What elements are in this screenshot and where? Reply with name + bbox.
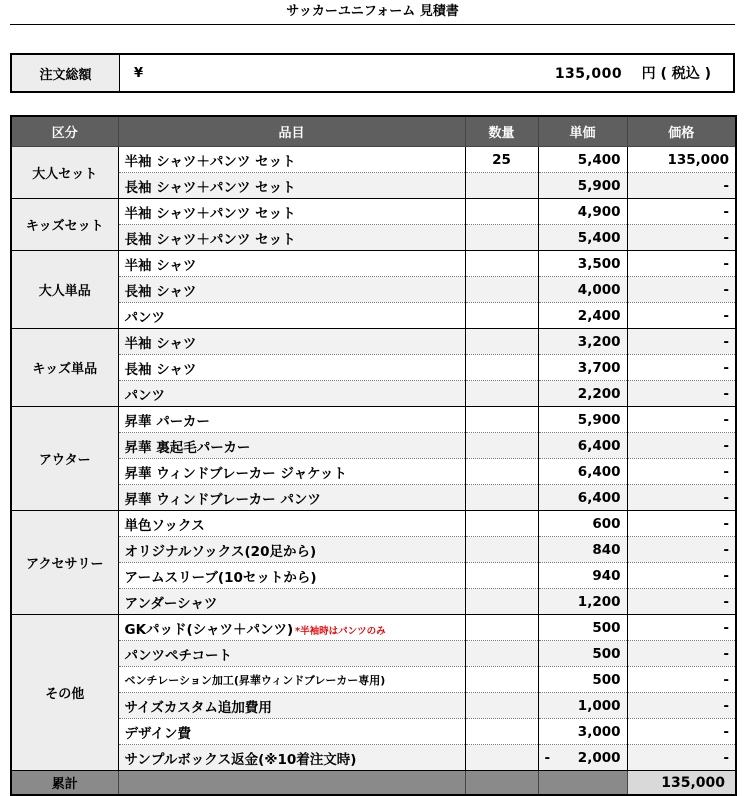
unit-price-cell: 600 [538,511,627,537]
table-row [11,563,736,589]
unit-price-cell: 6,400 [538,485,627,511]
quantity-cell[interactable] [465,459,538,485]
unit-price-cell: 5,400 [538,147,627,173]
table-row [11,199,736,225]
header-unit-price: 単価 [538,116,627,147]
item-name-cell [118,433,465,459]
price-sign: - [544,749,551,766]
quantity-cell[interactable] [465,745,538,771]
item-name-cell [118,485,465,511]
table-header-row [11,116,736,147]
amount-cell: - [627,563,736,589]
item-name-cell [118,407,465,433]
amount-cell: - [627,381,736,407]
unit-price-cell: 6,400 [538,433,627,459]
table-row [11,511,736,537]
table-row [11,277,736,303]
category-cell: キッズセット [11,199,118,251]
quantity-cell[interactable] [465,199,538,225]
item-name: 半袖 シャツ [124,335,197,352]
amount-cell: - [627,407,736,433]
unit-price: 2,000 [577,749,621,766]
order-total-value: 135,000 [554,66,623,82]
currency-symbol: ¥ [134,65,144,81]
amount-cell: - [627,433,736,459]
table-row [11,667,736,693]
item-name: 昇華 ウィンドブレーカー パンツ [124,491,321,508]
item-name: オリジナルソックス(20足から) [124,543,317,560]
quantity-cell[interactable] [465,719,538,745]
quantity-cell[interactable] [465,329,538,355]
item-name: サイズカスタム追加費用 [124,699,272,716]
item-name: 長袖 シャツ [124,361,197,378]
amount-cell: - [627,615,736,641]
item-name-cell [118,693,465,719]
table-row [11,251,736,277]
unit-price-cell: 3,200 [538,329,627,355]
quantity-cell[interactable] [465,641,538,667]
quantity-cell[interactable] [465,433,538,459]
quantity-cell[interactable] [465,693,538,719]
unit-price-cell: 4,900 [538,199,627,225]
quantity-cell[interactable] [465,511,538,537]
sum-row [11,771,736,796]
item-name: アンダーシャツ [124,595,218,612]
unit-price-cell: 5,900 [538,407,627,433]
item-name-cell [118,277,465,303]
quantity-cell[interactable] [465,251,538,277]
table-row [11,589,736,615]
quantity-cell[interactable] [465,485,538,511]
item-name-cell [118,355,465,381]
table-row [11,303,736,329]
unit-price-cell: 2,400 [538,303,627,329]
sum-empty-3 [538,771,627,796]
quantity-cell[interactable] [465,537,538,563]
table-row [11,745,736,771]
header-item: 品目 [118,116,465,147]
amount-cell: - [627,355,736,381]
table-row [11,719,736,745]
item-name-cell [118,537,465,563]
item-name: 半袖 シャツ＋パンツ セット [124,205,296,222]
unit-price-cell: 3,500 [538,251,627,277]
table-row [11,693,736,719]
header-amount: 価格 [627,116,736,147]
unit-price-cell: 5,400 [538,225,627,251]
item-name: パンツペチコート [124,647,232,664]
amount-cell: - [627,641,736,667]
page-title: サッカーユニフォーム 見積書 [286,4,459,19]
item-name: 長袖 シャツ＋パンツ セット [124,231,296,248]
category-cell: その他 [11,615,118,771]
amount-cell: - [627,745,736,771]
unit-price-cell: 840 [538,537,627,563]
item-name: サンプルボックス返金(※10着注文時) [124,751,357,768]
unit-price-cell [538,745,627,771]
item-name: 昇華 裏起毛パーカー [124,439,251,456]
quantity-cell[interactable] [465,303,538,329]
category-cell: アクセサリー [11,511,118,615]
quantity-cell[interactable] [465,381,538,407]
table-row [11,407,736,433]
item-name-cell [118,667,465,693]
order-total-body [120,55,733,91]
quantity-cell[interactable] [465,225,538,251]
quantity-cell[interactable] [465,173,538,199]
order-total-label: 注文総額 [12,55,120,91]
item-name: GKパッド(シャツ＋パンツ) [124,621,294,638]
quantity-cell[interactable]: 25 [465,147,538,173]
item-name-cell [118,511,465,537]
quantity-cell[interactable] [465,589,538,615]
table-row [11,433,736,459]
table-row [11,459,736,485]
quantity-cell[interactable] [465,563,538,589]
unit-price-cell: 500 [538,615,627,641]
amount-cell: 135,000 [627,147,736,173]
unit-price-cell: 1,200 [538,589,627,615]
quantity-cell[interactable] [465,277,538,303]
amount-cell: - [627,277,736,303]
item-name: 昇華 ウィンドブレーカー ジャケット [124,465,347,482]
table-row [11,381,736,407]
item-name: パンツ [124,309,165,326]
quantity-cell[interactable] [465,667,538,693]
item-name-cell [118,589,465,615]
item-note: *半袖時はパンツのみ [295,625,386,637]
table-body [11,147,736,771]
table-row [11,537,736,563]
unit-price-cell: 2,200 [538,381,627,407]
item-name-cell [118,251,465,277]
amount-cell: - [627,693,736,719]
quantity-cell[interactable] [465,355,538,381]
unit-price-cell: 1,000 [538,693,627,719]
amount-cell: - [627,199,736,225]
item-name-cell [118,459,465,485]
order-total-suffix: 円 ( 税込 ) [641,66,711,82]
estimate-table [10,115,737,796]
sum-value: 135,000 [627,771,736,796]
unit-price-cell: 3,700 [538,355,627,381]
table-row [11,147,736,173]
item-name-cell [118,563,465,589]
amount-cell: - [627,719,736,745]
item-name: 単色ソックス [124,517,205,534]
item-name-cell [118,329,465,355]
item-name: アームスリーブ(10セットから) [124,569,317,586]
item-name: ベンチレーション加工(昇華ウィンドブレーカー専用) [124,673,386,687]
category-cell: キッズ単品 [11,329,118,407]
amount-cell: - [627,511,736,537]
item-name-cell [118,381,465,407]
table-row [11,485,736,511]
table-row [11,615,736,641]
item-name: 半袖 シャツ＋パンツ セット [124,153,296,170]
item-name: 長袖 シャツ＋パンツ セット [124,179,296,196]
unit-price-cell: 3,000 [538,719,627,745]
item-name-cell [118,199,465,225]
amount-cell: - [627,485,736,511]
header-category: 区分 [11,116,118,147]
item-name: パンツ [124,387,165,404]
item-name: デザイン費 [124,725,192,742]
order-total-amount-wrap [555,63,711,83]
amount-cell: - [627,225,736,251]
amount-cell: - [627,173,736,199]
table-row [11,641,736,667]
item-name-cell [118,745,465,771]
category-cell: アウター [11,407,118,511]
item-name-cell [118,147,465,173]
amount-cell: - [627,537,736,563]
amount-cell: - [627,459,736,485]
sum-empty-1 [118,771,465,796]
table-row [11,225,736,251]
amount-cell: - [627,303,736,329]
sum-label: 累計 [11,771,118,796]
quantity-cell[interactable] [465,407,538,433]
unit-price-cell: 500 [538,667,627,693]
item-name: 昇華 パーカー [124,413,210,430]
amount-cell: - [627,589,736,615]
amount-cell: - [627,251,736,277]
table-row [11,329,736,355]
item-name-cell [118,303,465,329]
unit-price-cell: 4,000 [538,277,627,303]
header-quantity: 数量 [465,116,538,147]
category-cell: 大人セット [11,147,118,199]
sum-empty-2 [465,771,538,796]
unit-price-cell: 500 [538,641,627,667]
table-row [11,173,736,199]
item-name: 長袖 シャツ [124,283,197,300]
amount-cell: - [627,667,736,693]
category-cell: 大人単品 [11,251,118,329]
item-name-cell [118,615,465,641]
unit-price-cell: 940 [538,563,627,589]
order-total-box [10,53,735,93]
title-underline [10,24,735,25]
item-name: 半袖 シャツ [124,257,197,274]
table-row [11,355,736,381]
item-name-cell [118,719,465,745]
item-name-cell [118,641,465,667]
quantity-cell[interactable] [465,615,538,641]
item-name-cell [118,173,465,199]
unit-price-cell: 6,400 [538,459,627,485]
amount-cell: - [627,329,736,355]
unit-price-cell: 5,900 [538,173,627,199]
item-name-cell [118,225,465,251]
